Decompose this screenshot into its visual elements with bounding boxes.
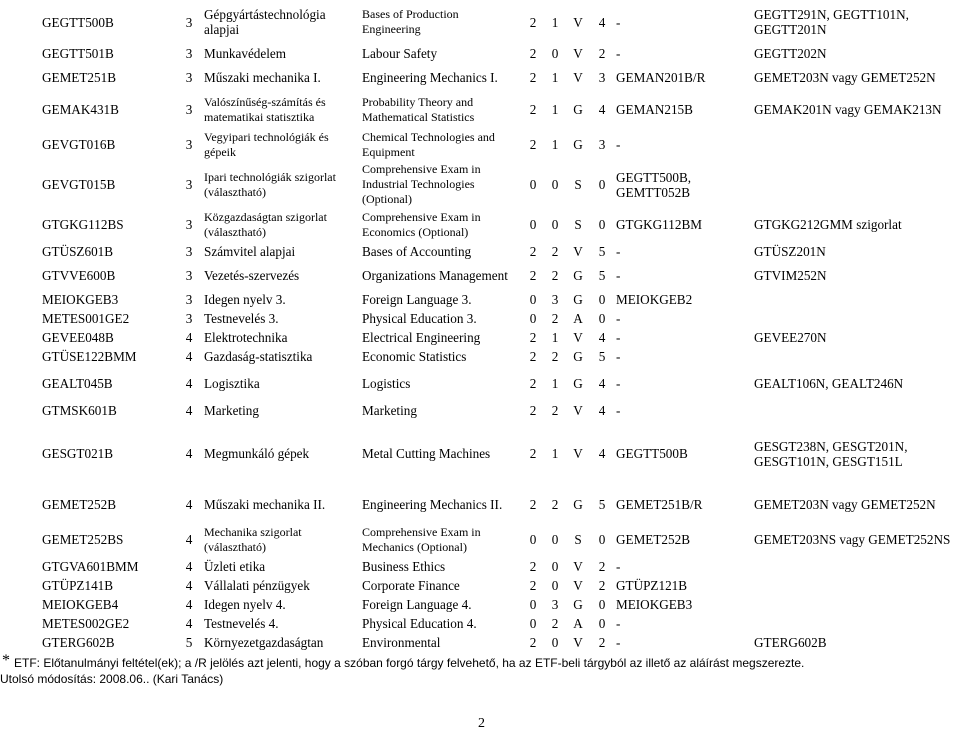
equivalent-courses: GEMAK201N vagy GEMAK213N bbox=[754, 102, 942, 117]
course-code: GTÜSZ601B bbox=[42, 244, 114, 259]
table-row bbox=[40, 290, 955, 309]
course-name-en: Bases of Accounting bbox=[362, 244, 472, 259]
table-row bbox=[40, 309, 955, 328]
lecture-hours: 0 bbox=[529, 616, 537, 631]
course-code: METES001GE2 bbox=[42, 311, 130, 326]
course-name-en: Foreign Language 3. bbox=[362, 292, 472, 307]
course-name-en: Physical Education 4. bbox=[362, 616, 477, 631]
credits: 4 bbox=[598, 376, 606, 391]
equivalent-courses: GESGT238N, GESGT201N, GESGT101N, GESGT151L bbox=[754, 438, 908, 469]
semester: 3 bbox=[185, 14, 193, 30]
footnote-text: ETF: Előtanulmányi feltétel(ek); a /R jelölés azt jelenti, hogy a szóban forgó tárgy felvehető, ha az ETF-beli tárgyból az illető az aláírást megszerezte. bbox=[14, 656, 805, 670]
equivalent-courses bbox=[752, 127, 955, 162]
course-code: GEMAK431B bbox=[42, 102, 119, 117]
practice-hours: 2 bbox=[551, 349, 559, 364]
exam-type: V bbox=[573, 70, 583, 85]
credits: 2 bbox=[598, 46, 606, 61]
course-name-hu: Ipari technológiák szigorlat (választható) bbox=[204, 169, 336, 199]
exam-type: G bbox=[573, 376, 583, 391]
exam-type: A bbox=[573, 311, 583, 326]
exam-type: G bbox=[573, 349, 583, 364]
equivalent-courses: GEVEE270N bbox=[754, 330, 827, 345]
credits: 3 bbox=[598, 70, 606, 85]
course-name-hu: Vezetés-szervezés bbox=[204, 268, 300, 283]
course-name-en: Business Ethics bbox=[362, 559, 446, 574]
course-name-en: Labour Safety bbox=[362, 46, 438, 61]
prerequisite: GTÜPZ121B bbox=[616, 578, 688, 593]
course-name-hu: Vegyipari technológiák és gépeik bbox=[204, 129, 329, 159]
lecture-hours: 2 bbox=[529, 102, 537, 117]
course-code: GEALT045B bbox=[42, 376, 113, 391]
course-name-en: Comprehensive Exam in Economics (Optional) bbox=[362, 209, 481, 239]
table-row bbox=[40, 63, 955, 92]
semester: 4 bbox=[185, 559, 193, 574]
table-row bbox=[40, 557, 955, 576]
lecture-hours: 2 bbox=[529, 403, 537, 418]
lecture-hours: 2 bbox=[529, 497, 537, 512]
semester: 4 bbox=[185, 578, 193, 593]
course-code: GTVVE600B bbox=[42, 268, 116, 283]
course-code: MEIOKGEB4 bbox=[42, 597, 119, 612]
exam-type: G bbox=[573, 597, 583, 612]
course-name-en: Economic Statistics bbox=[362, 349, 467, 364]
exam-type: G bbox=[573, 497, 583, 512]
table-row bbox=[40, 522, 955, 557]
exam-type: V bbox=[573, 578, 583, 593]
practice-hours: 1 bbox=[551, 376, 559, 391]
equivalent-courses bbox=[752, 401, 955, 420]
prerequisite: - bbox=[616, 14, 621, 30]
prerequisite: - bbox=[616, 244, 621, 259]
equivalent-courses: GTVIM252N bbox=[754, 268, 827, 283]
credits: 0 bbox=[598, 532, 606, 547]
lecture-hours: 2 bbox=[529, 46, 537, 61]
equivalent-courses: GEALT106N, GEALT246N bbox=[754, 376, 904, 391]
credits: 4 bbox=[598, 330, 606, 345]
course-name-en: Environmental bbox=[362, 635, 441, 650]
practice-hours: 1 bbox=[551, 137, 559, 152]
course-code: GESGT021B bbox=[42, 446, 114, 461]
course-name-en: Physical Education 3. bbox=[362, 311, 477, 326]
course-name-en: Engineering Mechanics II. bbox=[362, 497, 503, 512]
credits: 0 bbox=[598, 292, 606, 307]
lecture-hours: 2 bbox=[529, 376, 537, 391]
last-modified: Utolsó módosítás: 2008.06.. (Kari Tanács) bbox=[0, 672, 224, 686]
equivalent-courses: GEGTT202N bbox=[754, 46, 827, 61]
course-code: GEVGT015B bbox=[42, 177, 116, 192]
lecture-hours: 2 bbox=[529, 635, 537, 650]
exam-type: V bbox=[573, 244, 583, 259]
semester: 4 bbox=[185, 403, 193, 418]
semester: 3 bbox=[185, 137, 193, 152]
equivalent-courses: GTÜSZ201N bbox=[754, 244, 826, 259]
lecture-hours: 0 bbox=[529, 532, 537, 547]
course-code: GTÜPZ141B bbox=[42, 578, 114, 593]
exam-type: G bbox=[573, 102, 583, 117]
course-code: GEMET252B bbox=[42, 497, 116, 512]
course-code: MEIOKGEB3 bbox=[42, 292, 119, 307]
exam-type: G bbox=[573, 292, 583, 307]
prerequisite: - bbox=[616, 46, 621, 61]
table-row bbox=[40, 261, 955, 290]
prerequisite: GTGKG112BM bbox=[616, 217, 702, 232]
practice-hours: 0 bbox=[551, 532, 559, 547]
credits: 4 bbox=[598, 14, 606, 30]
prerequisite: - bbox=[616, 559, 621, 574]
table-row bbox=[40, 633, 955, 652]
semester: 5 bbox=[185, 635, 193, 650]
course-code: GTÜSE122BMM bbox=[42, 349, 137, 364]
exam-type: V bbox=[573, 635, 583, 650]
practice-hours: 3 bbox=[551, 292, 559, 307]
prerequisite: - bbox=[616, 137, 621, 152]
credits: 2 bbox=[598, 578, 606, 593]
prerequisite: - bbox=[616, 268, 621, 283]
lecture-hours: 2 bbox=[529, 268, 537, 283]
semester: 3 bbox=[185, 244, 193, 259]
table-row bbox=[40, 576, 955, 595]
footnote-star: * bbox=[2, 652, 10, 669]
practice-hours: 2 bbox=[551, 616, 559, 631]
credits: 4 bbox=[598, 102, 606, 117]
table-row bbox=[40, 366, 955, 401]
course-name-en: Logistics bbox=[362, 376, 411, 391]
table-row bbox=[40, 487, 955, 522]
prerequisite: - bbox=[616, 311, 621, 326]
lecture-hours: 2 bbox=[529, 330, 537, 345]
semester: 4 bbox=[185, 532, 193, 547]
course-name-hu: Marketing bbox=[204, 403, 259, 418]
practice-hours: 0 bbox=[551, 217, 559, 232]
semester: 4 bbox=[185, 597, 193, 612]
table-row bbox=[40, 127, 955, 162]
table-row bbox=[40, 242, 955, 261]
practice-hours: 2 bbox=[551, 403, 559, 418]
equivalent-courses bbox=[752, 595, 955, 614]
semester: 4 bbox=[185, 376, 193, 391]
prerequisite: - bbox=[616, 403, 621, 418]
semester: 4 bbox=[185, 497, 193, 512]
credits: 0 bbox=[598, 597, 606, 612]
table-row bbox=[40, 420, 955, 487]
course-name-hu: Elektrotechnika bbox=[204, 330, 288, 345]
prerequisite: GEMAN215B bbox=[616, 102, 693, 117]
equivalent-courses: GTGKG212GMM szigorlat bbox=[754, 217, 902, 232]
course-name-en: Corporate Finance bbox=[362, 578, 460, 593]
table-row bbox=[40, 614, 955, 633]
course-code: GEVEE048B bbox=[42, 330, 114, 345]
course-name-hu: Munkavédelem bbox=[204, 46, 287, 61]
equivalent-courses: GTERG602B bbox=[754, 635, 827, 650]
equivalent-courses: GEMET203N vagy GEMET252N bbox=[754, 497, 936, 512]
course-name-hu: Gazdaság-statisztika bbox=[204, 349, 313, 364]
credits: 3 bbox=[598, 137, 606, 152]
exam-type: V bbox=[573, 403, 583, 418]
practice-hours: 1 bbox=[551, 70, 559, 85]
lecture-hours: 2 bbox=[529, 349, 537, 364]
exam-type: S bbox=[574, 177, 582, 192]
course-code: METES002GE2 bbox=[42, 616, 130, 631]
course-code: GTERG602B bbox=[42, 635, 115, 650]
credits: 5 bbox=[598, 497, 606, 512]
course-name-hu: Műszaki mechanika II. bbox=[204, 497, 326, 512]
prerequisite: - bbox=[616, 376, 621, 391]
practice-hours: 0 bbox=[551, 578, 559, 593]
course-name-hu: Vállalati pénzügyek bbox=[204, 578, 310, 593]
course-name-en: Chemical Technologies and Equipment bbox=[362, 129, 495, 159]
lecture-hours: 0 bbox=[529, 311, 537, 326]
course-name-en: Organizations Management bbox=[362, 268, 508, 283]
credits: 0 bbox=[598, 177, 606, 192]
course-name-hu: Környezetgazdaságtan bbox=[204, 635, 324, 650]
table-row bbox=[40, 162, 955, 207]
curriculum-table bbox=[40, 0, 955, 652]
lecture-hours: 0 bbox=[529, 597, 537, 612]
course-name-en: Marketing bbox=[362, 403, 417, 418]
course-code: GTGKG112BS bbox=[42, 217, 124, 232]
prerequisite: GEGTT500B bbox=[616, 446, 688, 461]
semester: 3 bbox=[185, 311, 193, 326]
prerequisite: GEGTT500B, GEMTT052B bbox=[616, 169, 692, 200]
practice-hours: 2 bbox=[551, 311, 559, 326]
course-code: GEVGT016B bbox=[42, 137, 116, 152]
course-name-hu: Gépgyártástechnológia alapjai bbox=[204, 7, 326, 37]
course-name-en: Foreign Language 4. bbox=[362, 597, 472, 612]
practice-hours: 1 bbox=[551, 14, 559, 30]
lecture-hours: 0 bbox=[529, 292, 537, 307]
practice-hours: 0 bbox=[551, 559, 559, 574]
semester: 3 bbox=[185, 292, 193, 307]
lecture-hours: 0 bbox=[529, 177, 537, 192]
course-code: GTMSK601B bbox=[42, 403, 117, 418]
semester: 3 bbox=[185, 268, 193, 283]
prerequisite: GEMET252B bbox=[616, 532, 690, 547]
prerequisite: MEIOKGEB3 bbox=[616, 597, 693, 612]
course-name-en: Comprehensive Exam in Mechanics (Optional) bbox=[362, 524, 481, 554]
credits: 4 bbox=[598, 403, 606, 418]
equivalent-courses bbox=[752, 347, 955, 366]
course-name-hu: Üzleti etika bbox=[204, 559, 266, 574]
credits: 0 bbox=[598, 616, 606, 631]
course-name-hu: Műszaki mechanika I. bbox=[204, 70, 321, 85]
equivalent-courses bbox=[752, 576, 955, 595]
semester: 4 bbox=[185, 446, 193, 461]
course-name-hu: Logisztika bbox=[204, 376, 260, 391]
equivalent-courses bbox=[752, 309, 955, 328]
exam-type: V bbox=[573, 559, 583, 574]
lecture-hours: 2 bbox=[529, 559, 537, 574]
course-name-hu: Valószínűség-számítás és matematikai statisztika bbox=[204, 94, 326, 124]
lecture-hours: 2 bbox=[529, 446, 537, 461]
lecture-hours: 2 bbox=[529, 578, 537, 593]
credits: 0 bbox=[598, 217, 606, 232]
course-name-en: Comprehensive Exam in Industrial Technologies (Optional) bbox=[362, 162, 481, 206]
course-name-hu: Számvitel alapjai bbox=[204, 244, 296, 259]
course-name-hu: Testnevelés 3. bbox=[204, 311, 279, 326]
practice-hours: 0 bbox=[551, 635, 559, 650]
exam-type: A bbox=[573, 616, 583, 631]
practice-hours: 2 bbox=[551, 244, 559, 259]
credits: 4 bbox=[598, 446, 606, 461]
prerequisite: - bbox=[616, 330, 621, 345]
lecture-hours: 0 bbox=[529, 217, 537, 232]
credits: 2 bbox=[598, 635, 606, 650]
equivalent-courses bbox=[752, 290, 955, 309]
exam-type: S bbox=[574, 217, 582, 232]
semester: 4 bbox=[185, 616, 193, 631]
equivalent-courses: GEMET203NS vagy GEMET252NS bbox=[754, 532, 951, 547]
practice-hours: 1 bbox=[551, 446, 559, 461]
prerequisite: GEMET251B/R bbox=[616, 497, 703, 512]
prerequisite: GEMAN201B/R bbox=[616, 70, 706, 85]
credits: 5 bbox=[598, 349, 606, 364]
exam-type: V bbox=[573, 330, 583, 345]
course-name-en: Probability Theory and Mathematical Statistics bbox=[362, 94, 475, 124]
course-name-hu: Mechanika szigorlat (választható) bbox=[204, 524, 302, 554]
course-code: GTGVA601BMM bbox=[42, 559, 139, 574]
table-row bbox=[40, 0, 955, 44]
credits: 2 bbox=[598, 559, 606, 574]
practice-hours: 1 bbox=[551, 330, 559, 345]
equivalent-courses bbox=[752, 614, 955, 633]
equivalent-courses bbox=[752, 557, 955, 576]
course-name-hu: Közgazdaságtan szigorlat (választható) bbox=[204, 209, 327, 239]
prerequisite: - bbox=[616, 349, 621, 364]
equivalent-courses: GEGTT291N, GEGTT101N, GEGTT201N bbox=[754, 7, 909, 37]
prerequisite: - bbox=[616, 616, 621, 631]
equivalent-courses bbox=[752, 162, 955, 207]
exam-type: G bbox=[573, 137, 583, 152]
course-name-en: Metal Cutting Machines bbox=[362, 446, 491, 461]
course-code: GEMET252BS bbox=[42, 532, 124, 547]
course-name-hu: Testnevelés 4. bbox=[204, 616, 279, 631]
exam-type: S bbox=[574, 532, 582, 547]
course-name-en: Bases of Production Engineering bbox=[362, 7, 459, 36]
course-name-en: Electrical Engineering bbox=[362, 330, 481, 345]
exam-type: G bbox=[573, 268, 583, 283]
page-number: 2 bbox=[478, 716, 485, 731]
semester: 3 bbox=[185, 102, 193, 117]
exam-type: V bbox=[573, 46, 583, 61]
practice-hours: 2 bbox=[551, 268, 559, 283]
table-row bbox=[40, 328, 955, 347]
prerequisite: - bbox=[616, 635, 621, 650]
lecture-hours: 2 bbox=[529, 137, 537, 152]
course-name-en: Engineering Mechanics I. bbox=[362, 70, 498, 85]
course-name-hu: Idegen nyelv 4. bbox=[204, 597, 286, 612]
lecture-hours: 2 bbox=[529, 14, 537, 30]
semester: 3 bbox=[185, 46, 193, 61]
table-row bbox=[40, 207, 955, 242]
lecture-hours: 2 bbox=[529, 70, 537, 85]
practice-hours: 3 bbox=[551, 597, 559, 612]
lecture-hours: 2 bbox=[529, 244, 537, 259]
semester: 3 bbox=[185, 177, 193, 192]
credits: 0 bbox=[598, 311, 606, 326]
equivalent-courses: GEMET203N vagy GEMET252N bbox=[754, 70, 936, 85]
semester: 3 bbox=[185, 70, 193, 85]
semester: 4 bbox=[185, 330, 193, 345]
semester: 3 bbox=[185, 217, 193, 232]
credits: 5 bbox=[598, 268, 606, 283]
course-code: GEGTT500B bbox=[42, 14, 114, 30]
course-name-hu: Idegen nyelv 3. bbox=[204, 292, 286, 307]
course-code: GEMET251B bbox=[42, 70, 116, 85]
prerequisite: MEIOKGEB2 bbox=[616, 292, 693, 307]
course-name-hu: Megmunkáló gépek bbox=[204, 446, 310, 461]
exam-type: V bbox=[573, 14, 583, 30]
table-row bbox=[40, 595, 955, 614]
practice-hours: 0 bbox=[551, 177, 559, 192]
course-code: GEGTT501B bbox=[42, 46, 114, 61]
table-row bbox=[40, 92, 955, 127]
semester: 4 bbox=[185, 349, 193, 364]
practice-hours: 0 bbox=[551, 46, 559, 61]
credits: 5 bbox=[598, 244, 606, 259]
table-row bbox=[40, 44, 955, 63]
practice-hours: 2 bbox=[551, 497, 559, 512]
exam-type: V bbox=[573, 446, 583, 461]
practice-hours: 1 bbox=[551, 102, 559, 117]
table-row bbox=[40, 347, 955, 366]
table-row bbox=[40, 401, 955, 420]
